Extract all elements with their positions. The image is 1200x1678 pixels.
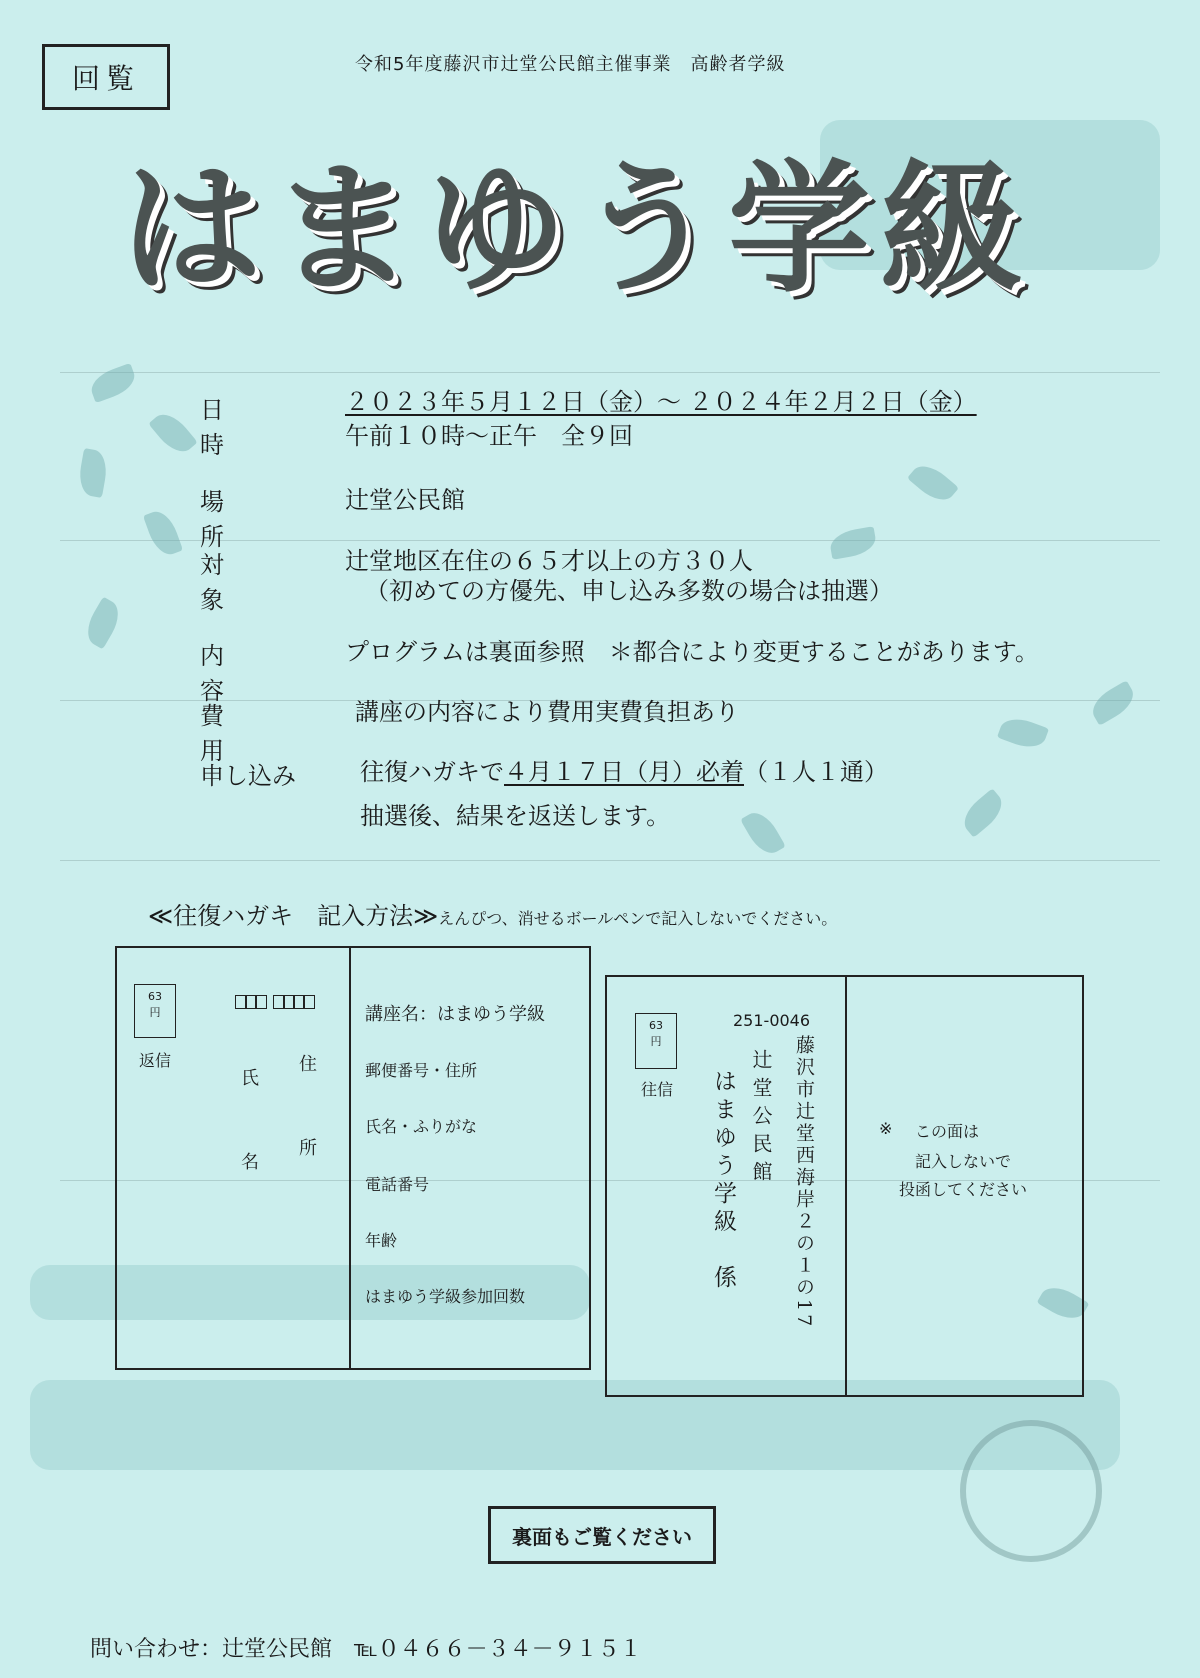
petal-icon: [997, 713, 1049, 753]
target-label: 対 象: [200, 551, 292, 614]
note-line: この面は: [915, 1122, 980, 1141]
postal-code: 251-0046: [733, 1011, 811, 1030]
card-divider: [845, 977, 847, 1395]
apply-deadline: ４月１７日（月）必着: [504, 758, 744, 786]
target-value: 辻堂地区在住の６５才以上の方３０人: [345, 547, 753, 575]
stamp-unit: 円: [149, 1006, 161, 1019]
organizer-line: 令和5年度藤沢市辻堂公民館主催事業 高齢者学級: [355, 54, 786, 75]
note-line: 記入しないで: [915, 1152, 1012, 1171]
reply-side-label: 返信: [139, 1051, 172, 1070]
fee-value: 講座の内容により費用実費負担あり: [355, 698, 739, 726]
place-label: 場 所: [200, 488, 292, 551]
postcard-heading-title: ≪往復ハガキ 記入方法≫: [148, 902, 439, 930]
outgoing-postcard: [605, 975, 1084, 1397]
petal-icon: [143, 507, 183, 559]
address-label: 住 所: [296, 1054, 317, 1180]
faint-seal-icon: [960, 1420, 1102, 1562]
reply-stamp: [134, 984, 176, 1038]
apply-limit: （１人１通）: [744, 758, 888, 786]
datetime-label: 日 時: [200, 396, 292, 459]
outgoing-stamp: [635, 1013, 677, 1069]
stamp-value: 63: [148, 990, 162, 1003]
stamp-value: 63: [649, 1019, 663, 1032]
note-line: 投函してください: [899, 1180, 1028, 1199]
datetime-sub: 午前１０時～正午 全９回: [345, 422, 633, 450]
place-value: 辻堂公民館: [345, 486, 465, 514]
apply-method: 往復ハガキで: [360, 758, 504, 786]
reply-item: 郵便番号・住所: [365, 1061, 478, 1080]
reply-item: 年齢: [365, 1231, 398, 1250]
name-label: 氏 名: [238, 1068, 259, 1194]
circulation-badge: 回覧: [42, 44, 170, 110]
background-rule: [60, 372, 1160, 373]
outgoing-side-label: 往信: [641, 1080, 674, 1099]
target-sub: （初めての方優先、申し込み多数の場合は抽選）: [365, 577, 893, 605]
apply-label: 申し込み: [200, 762, 296, 790]
content-label: 内 容: [200, 642, 292, 705]
reply-item: 講座名：はまゆう学級: [365, 1004, 545, 1025]
postal-code-boxes: [235, 994, 313, 1013]
petal-icon: [828, 526, 878, 560]
reply-item: はまゆう学級参加回数: [365, 1287, 526, 1306]
reply-postcard: [115, 946, 591, 1370]
petal-icon: [76, 448, 110, 498]
postal-code-box-group: [235, 994, 265, 1013]
destination-facility: 辻堂公民館: [749, 1049, 773, 1189]
fee-label: 費 用: [200, 702, 292, 765]
background-rule: [60, 860, 1160, 861]
card-divider: [349, 948, 351, 1368]
petal-icon: [80, 597, 126, 650]
petal-icon: [1087, 680, 1140, 726]
stamp-unit: 円: [650, 1035, 662, 1048]
apply-sub: 抽選後、結果を返送します。: [360, 802, 671, 830]
reply-item: 氏名・ふりがな: [365, 1117, 478, 1136]
contact-info: 問い合わせ：辻堂公民館 ℡０４６６－３４－９１５１: [90, 1637, 642, 1662]
see-back-notice: 裏面もご覧ください: [488, 1506, 716, 1564]
postcard-heading: [148, 896, 837, 931]
petal-icon: [740, 807, 786, 860]
postcard-heading-note: えんぴつ、消せるボールペンで記入しないでください。: [438, 909, 838, 928]
destination-address: 藤沢市辻堂西海岸２の１の17: [793, 1035, 815, 1330]
page-title: [120, 105, 1080, 312]
apply-value: [360, 752, 888, 787]
page-title-text: はまゆう学級: [120, 146, 1032, 312]
petal-icon: [87, 363, 139, 403]
postal-code-box-group: [273, 994, 313, 1013]
datetime-value: ２０２３年５月１２日（金）～ ２０２４年２月２日（金）: [345, 388, 977, 416]
content-value: プログラムは裏面参照 ＊都合により変更することがあります。: [345, 638, 1039, 666]
reply-item: 電話番号: [365, 1175, 430, 1194]
petal-icon: [148, 407, 197, 459]
destination-recipient: はまゆう学級 係: [710, 1069, 736, 1293]
note-mark: ※: [879, 1119, 893, 1138]
petal-icon: [907, 458, 959, 507]
petal-icon: [957, 788, 1009, 837]
